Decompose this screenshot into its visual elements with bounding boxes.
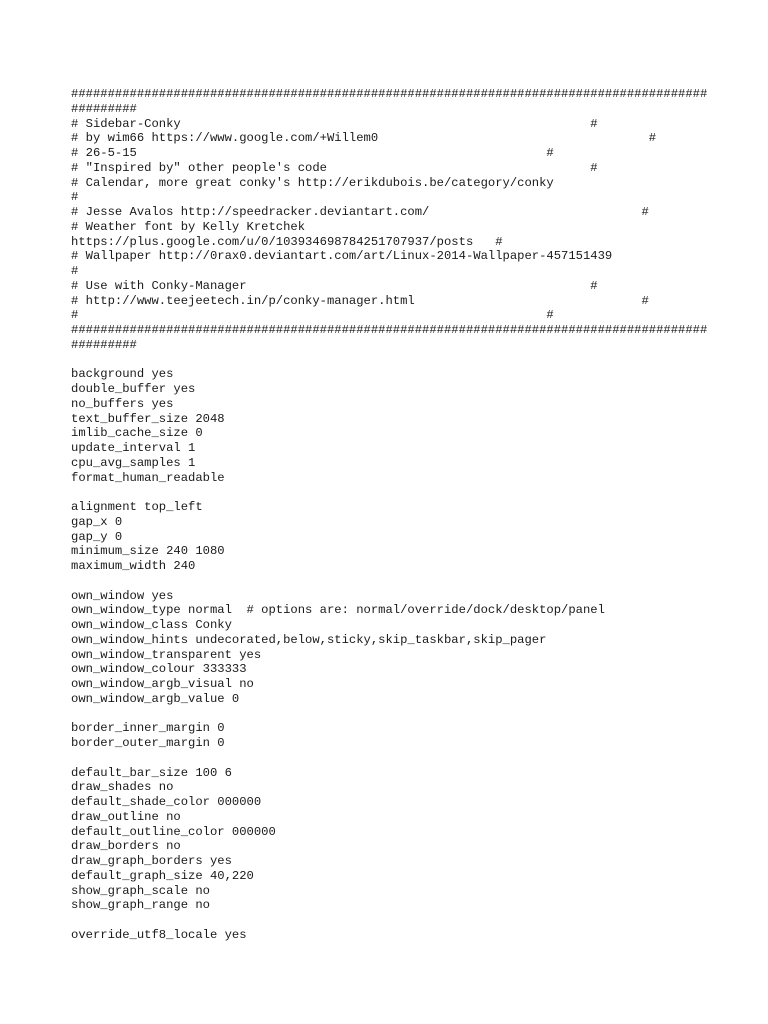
- text-line: own_window_argb_visual no: [71, 677, 254, 691]
- text-line: #######################################################################################: [71, 323, 708, 337]
- text-line: #########: [71, 101, 137, 116]
- text-line: # Wallpaper http://0rax0.deviantart.com/art/Linux-2014-Wallpaper-457151439: [71, 249, 613, 264]
- text-line: minimum_size 240 1080: [71, 544, 225, 559]
- text-line: gap_x 0: [71, 514, 123, 529]
- text-line: draw_shades no: [71, 780, 174, 795]
- text-line: # http://www.teejeetech.in/p/conky-manager.html #: [71, 293, 649, 308]
- text-line: https://plus.google.com/u/0/103934698784251707937/posts #: [71, 234, 503, 249]
- text-line: show_graph_range no: [71, 898, 210, 913]
- text-line: # #: [71, 308, 554, 323]
- text-line: own_window_hints undecorated,below,sticky,skip_taskbar,skip_pager: [71, 632, 547, 647]
- text-line: default_outline_color 000000: [71, 824, 276, 839]
- text-line: border_inner_margin 0: [71, 721, 225, 736]
- text-line: draw_graph_borders yes: [71, 854, 232, 868]
- text-line: default_shade_color 000000: [71, 795, 262, 809]
- draw-settings: [71, 766, 731, 914]
- border-settings: [71, 721, 731, 751]
- text-line: border_outer_margin 0: [71, 736, 225, 750]
- text-line: update_interval 1: [71, 441, 196, 455]
- text-line: own_window_argb_value 0: [71, 691, 240, 706]
- text-line: own_window_transparent yes: [71, 647, 262, 662]
- text-line: # Use with Conky-Manager #: [71, 278, 598, 293]
- text-line: # by wim66 https://www.google.com/+Willem0 #: [71, 131, 657, 146]
- text-line: show_graph_scale no: [71, 883, 210, 898]
- own-window-settings: [71, 589, 731, 707]
- text-line: # "Inspired by" other people's code #: [71, 160, 598, 175]
- text-line: own_window yes: [71, 588, 174, 603]
- blank-line: [71, 574, 731, 589]
- blank-line: [71, 707, 731, 722]
- text-line: # Jesse Avalos http://speedracker.deviantart.com/ #: [71, 205, 649, 219]
- text-line: own_window_colour 333333: [71, 662, 247, 677]
- text-line: double_buffer yes: [71, 382, 196, 396]
- text-line: default_graph_size 40,220: [71, 868, 254, 883]
- text-line: #: [71, 190, 79, 205]
- text-line: # Sidebar-Conky #: [71, 116, 598, 131]
- blank-line: [71, 485, 731, 500]
- config-document: [71, 87, 731, 943]
- text-line: text_buffer_size 2048: [71, 411, 225, 426]
- text-line: default_bar_size 100 6: [71, 765, 232, 780]
- text-line: gap_y 0: [71, 529, 123, 544]
- text-line: draw_outline no: [71, 809, 181, 824]
- text-line: own_window_type normal # options are: normal/override/dock/desktop/panel: [71, 603, 605, 618]
- text-line: no_buffers yes: [71, 396, 174, 411]
- text-line: own_window_class Conky: [71, 618, 232, 632]
- text-line: #######################################################################################: [71, 87, 708, 101]
- text-line: override_utf8_locale yes: [71, 927, 247, 942]
- header-comment-block: [71, 87, 731, 353]
- blank-line: [71, 751, 731, 766]
- text-line: # Calendar, more great conky's http://erikdubois.be/category/conky: [71, 175, 554, 190]
- blank-line: [71, 913, 731, 928]
- text-line: #: [71, 264, 79, 278]
- text-line: alignment top_left: [71, 500, 203, 514]
- text-line: #########: [71, 337, 137, 352]
- text-line: # Weather font by Kelly Kretchek: [71, 219, 306, 234]
- text-line: cpu_avg_samples 1: [71, 455, 196, 470]
- text-line: imlib_cache_size 0: [71, 426, 203, 441]
- text-line: maximum_width 240: [71, 559, 196, 573]
- locale-settings: [71, 928, 731, 943]
- text-line: background yes: [71, 367, 174, 382]
- text-line: draw_borders no: [71, 839, 181, 854]
- blank-line: [71, 353, 731, 368]
- buffer-settings: [71, 367, 731, 485]
- text-line: # 26-5-15 #: [71, 146, 554, 160]
- text-line: format_human_readable: [71, 470, 225, 485]
- alignment-settings: [71, 500, 731, 574]
